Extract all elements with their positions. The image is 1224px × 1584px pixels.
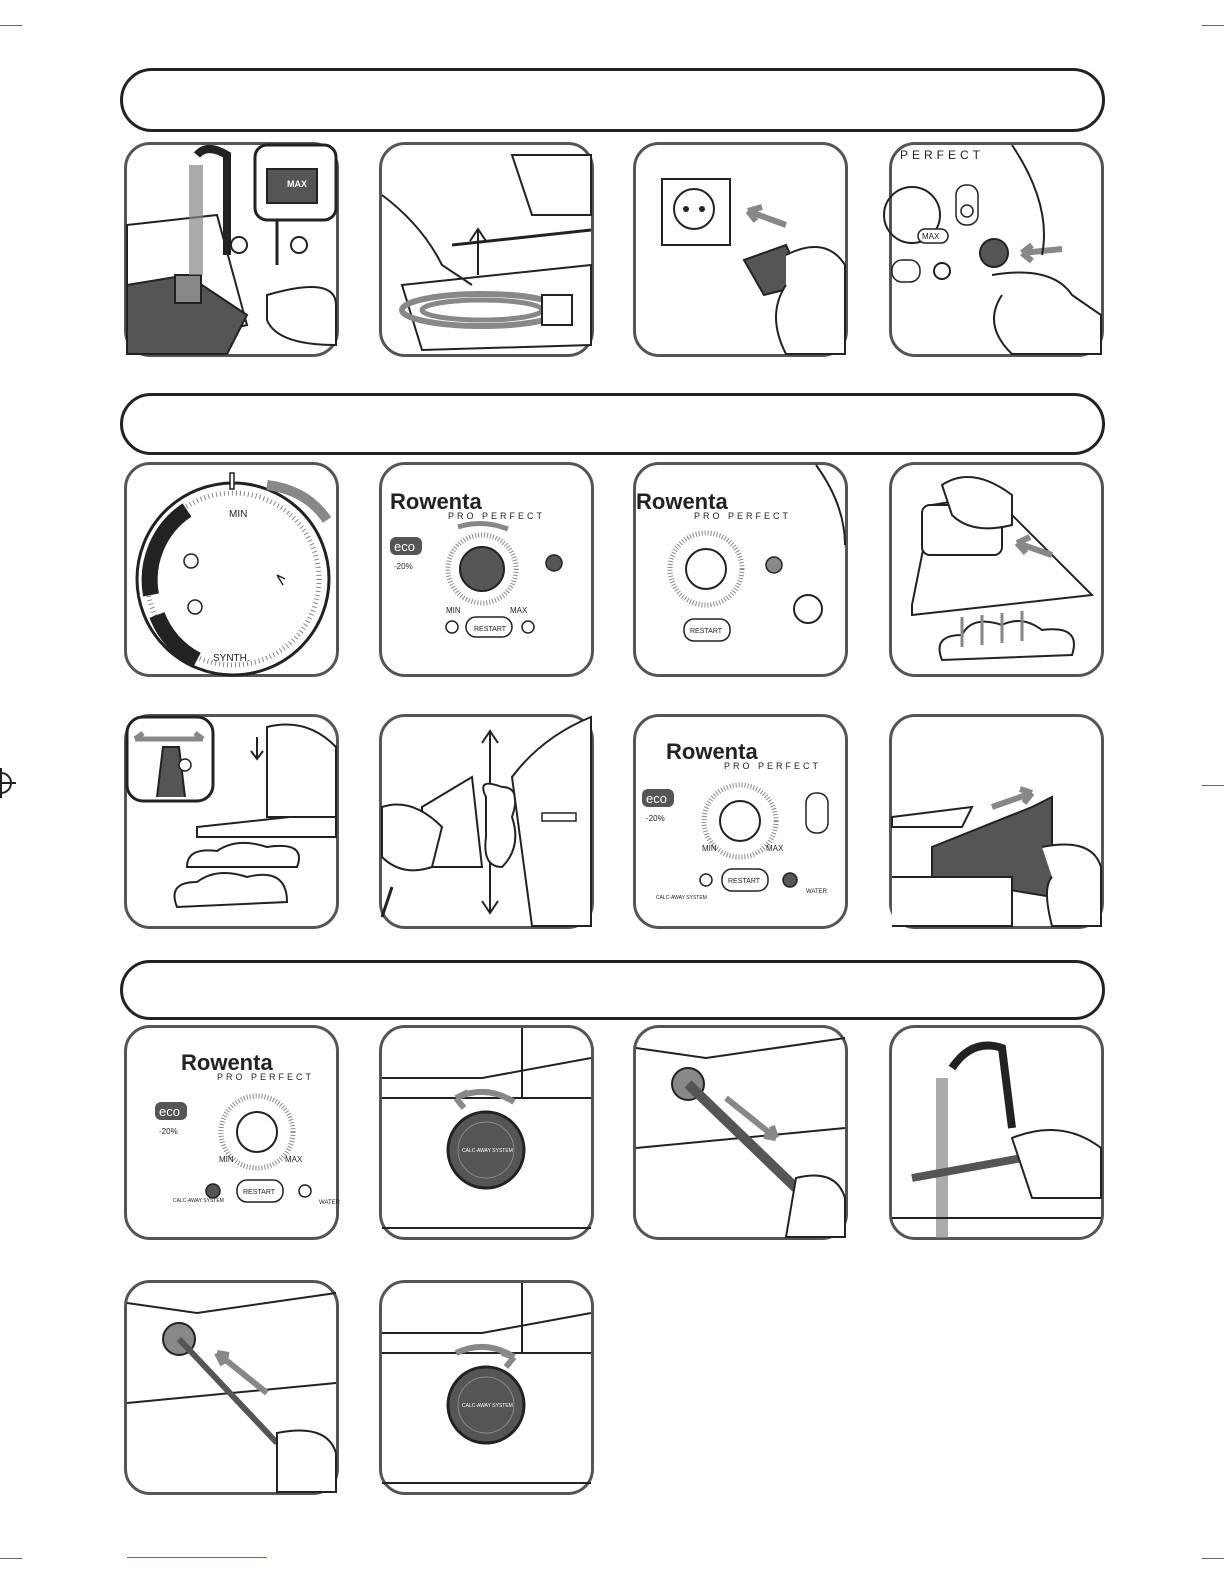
temperature-knob[interactable] (686, 549, 726, 589)
steam-ready-light-icon (546, 555, 562, 571)
crop-mark (1202, 785, 1224, 786)
restart-label: RESTART (243, 1189, 276, 1196)
temperature-knob[interactable] (720, 801, 760, 841)
hand-icon (776, 247, 845, 354)
power-button-icon (794, 595, 822, 623)
brand-logo: Rowenta (181, 1050, 273, 1075)
crop-mark (1202, 1558, 1224, 1559)
steam-icon (188, 600, 202, 614)
panel-insert-cartridge (124, 1280, 339, 1495)
steam-cloud-icon (940, 621, 1075, 660)
max-label: MAX (922, 232, 940, 241)
steam-ready-light-icon (766, 557, 782, 573)
eco-saving: -20% (646, 814, 665, 823)
hand-icon (267, 725, 336, 818)
min-label: MIN (446, 606, 461, 615)
svg-text:PERFECT: PERFECT (900, 148, 985, 162)
rotate-arrow-icon (458, 523, 508, 529)
panel-water-light (633, 714, 848, 929)
max-label: MAX (285, 1155, 303, 1164)
arrow-left-icon (748, 207, 786, 225)
arrow-right-icon (992, 789, 1032, 807)
eco-badge: eco (646, 791, 667, 806)
steam-cloud-icon (175, 873, 288, 907)
section-banner-3 (120, 960, 1105, 1020)
panel-unwind-cord (379, 142, 594, 357)
unwind-cord-illustration (382, 145, 591, 354)
panel-steam-ready (633, 462, 848, 677)
tank-opening-icon (175, 275, 201, 303)
arrow-up-icon (470, 229, 486, 275)
iron-icon (892, 807, 972, 827)
registration-mark-icon (0, 768, 16, 798)
unscrew-cartridge-illustration (382, 1028, 591, 1237)
dial-synth-label: SYNTH. (213, 653, 250, 664)
eco-saving: -20% (394, 562, 413, 571)
calc-away-rod-icon (688, 1084, 796, 1188)
panel-fill-tank (124, 142, 339, 357)
steam-cloud-icon (483, 784, 515, 867)
plug-in-illustration (636, 145, 845, 354)
calc-away-rod-icon (912, 1158, 1022, 1178)
max-label: MAX (766, 844, 784, 853)
crop-mark (0, 1558, 22, 1559)
steam-lock-illustration (127, 717, 336, 926)
brand-logo: Rowenta (636, 489, 728, 514)
panel-rinse-cartridge (889, 1025, 1104, 1240)
water-light-illustration (636, 717, 845, 926)
rinse-cartridge-illustration (892, 1028, 1101, 1237)
link-underline (127, 1557, 267, 1558)
faucet-icon (952, 1046, 1012, 1129)
cartridge-label: CALC-AWAY SYSTEM (462, 1403, 513, 1409)
control-panel-illustration (382, 465, 591, 674)
panel-calc-away-light (124, 1025, 339, 1240)
temperature-knob[interactable] (237, 1112, 277, 1152)
model-name: PRO PERFECT (694, 511, 792, 521)
water-label: WATER (319, 1200, 340, 1206)
min-label: MIN (702, 844, 717, 853)
panel-press-steam-trigger (889, 462, 1104, 677)
power-button-icon (980, 239, 1008, 267)
rotate-arrow-icon (456, 1347, 514, 1367)
model-name: PRO PERFECT (448, 511, 546, 521)
vertical-steam-illustration (382, 717, 591, 926)
restart-label: RESTART (728, 878, 761, 885)
calc-away-label: CALC-AWAY SYSTEM (656, 895, 707, 901)
hand-icon (382, 195, 472, 285)
brand-logo: Rowenta (390, 489, 482, 514)
min-label: MIN (219, 1155, 234, 1164)
power-on-illustration (892, 145, 1101, 354)
panel-screw-cartridge (379, 1280, 594, 1495)
panel-unscrew-cartridge (379, 1025, 594, 1240)
section-banner-1 (120, 68, 1105, 132)
hand-icon (1042, 845, 1101, 927)
tank-max-label: MAX (287, 179, 307, 189)
eco-saving: -20% (159, 1127, 178, 1136)
steam-trigger-illustration (892, 465, 1101, 674)
hand-icon (1012, 1130, 1101, 1198)
rotate-arrow-icon (456, 1092, 514, 1108)
temperature-knob[interactable] (460, 547, 504, 591)
pull-cartridge-illustration (636, 1028, 845, 1237)
model-name: PRO PERFECT (724, 761, 822, 771)
crop-mark (0, 25, 22, 26)
panel-temperature-dial (124, 462, 339, 677)
water-stream-icon (936, 1078, 948, 1238)
remove-tank-illustration (892, 717, 1101, 926)
eco-badge: eco (394, 539, 415, 554)
fill-tank-illustration (127, 145, 336, 354)
temperature-dial-illustration (127, 465, 336, 674)
panel-control-panel-dial (379, 462, 594, 677)
steam-icon (184, 554, 198, 568)
calc-away-light-illustration (127, 1028, 340, 1237)
panel-power-on (889, 142, 1104, 357)
hand-icon (786, 1176, 845, 1238)
panel-plug-in (633, 142, 848, 357)
arrow-down-icon (251, 737, 263, 759)
insert-cartridge-illustration (127, 1283, 336, 1492)
water-stream-icon (189, 165, 203, 275)
section-banner-2 (120, 393, 1105, 455)
calc-away-label: CALC-AWAY SYSTEM (173, 1198, 224, 1204)
panel-pull-cartridge (633, 1025, 848, 1240)
hand-icon (277, 1431, 336, 1493)
hand-icon (992, 273, 1101, 355)
panel-remove-tank (889, 714, 1104, 929)
restart-label: RESTART (690, 628, 723, 635)
water-label: WATER (806, 889, 827, 895)
model-name: PRO PERFECT (217, 1072, 315, 1082)
steam-ready-illustration (636, 465, 845, 674)
restart-label: RESTART (474, 626, 507, 633)
brand-logo: Rowenta (666, 739, 758, 764)
cartridge-label: CALC-AWAY SYSTEM (462, 1148, 513, 1154)
eco-badge: eco (159, 1104, 180, 1119)
panel-steam-lock (124, 714, 339, 929)
max-label: MAX (510, 606, 528, 615)
steam-cloud-icon (187, 843, 299, 867)
calc-away-light-icon (206, 1184, 220, 1198)
screw-cartridge-illustration (382, 1283, 591, 1492)
water-light-icon (783, 873, 797, 887)
dial-min-label: MIN (229, 509, 248, 520)
crop-mark (1202, 25, 1224, 26)
panel-vertical-steam (379, 714, 594, 929)
